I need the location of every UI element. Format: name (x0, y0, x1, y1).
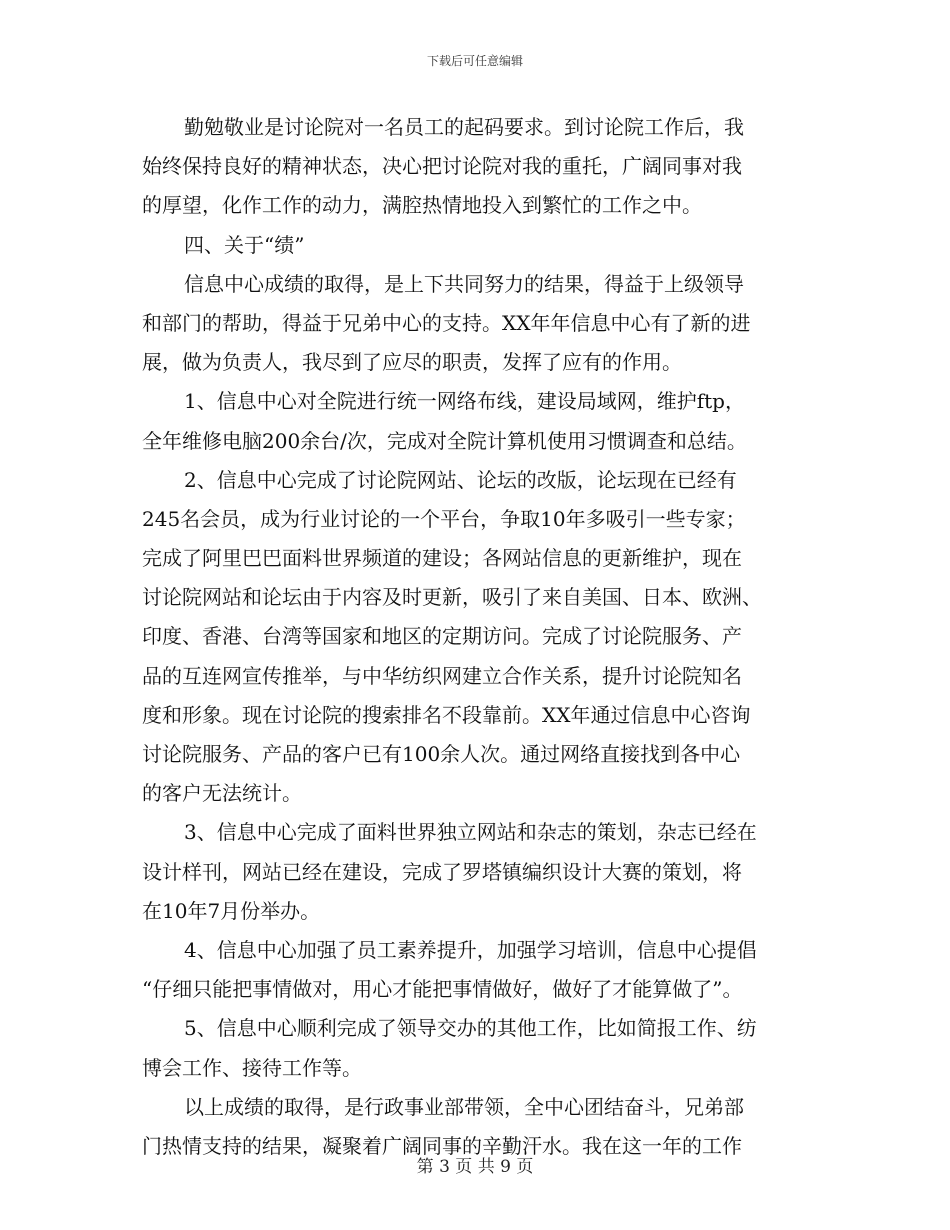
text-line: 的客户无法统计。 (142, 781, 302, 806)
text-line: 始终保持良好的精神状态，决心把讨论院对我的重托，广阔同事对我 (142, 154, 742, 179)
text-line: 勤勉敬业是讨论院对一名员工的起码要求。到讨论院工作后，我 (184, 115, 744, 139)
page-header: 下载后可任意编辑 (426, 54, 523, 68)
text-line: 展，做为负责人，我尽到了应尽的职责，发挥了应有的作用。 (142, 350, 682, 375)
text-line: 4、信息中心加强了员工素养提升，加强学习培训，信息中心提倡 (184, 937, 757, 962)
text-line: 1、信息中心对全院进行统一网络布线，建设局域网，维护ftp， (184, 389, 745, 414)
text-line: “仔细只能把事情做对，用心才能把事情做好，做好了才能算做了”。 (142, 977, 743, 1002)
document-body (142, 108, 808, 1166)
text-line: 的厚望，化作工作的动力，满腔热情地投入到繁忙的工作之中。 (142, 193, 702, 218)
text-line: 讨论院服务、产品的客户已有100余人次。通过网络直接找到各中心 (142, 742, 741, 766)
text-line: 四、关于“绩” (184, 232, 305, 257)
text-line: 印度、香港、台湾等国家和地区的定期访问。完成了讨论院服务、产 (142, 624, 742, 649)
page-footer: 第 3 页 共 9 页 (416, 1157, 534, 1177)
text-line: 信息中心成绩的取得，是上下共同努力的结果，得益于上级领导 (184, 271, 744, 296)
text-line: 设计样刊，网站已经在建设，完成了罗塔镇编织设计大赛的策划，将 (142, 859, 742, 884)
text-line: 品的互连网宣传推举，与中华纺织网建立合作关系，提升讨论院知名 (142, 663, 742, 688)
text-line: 3、信息中心完成了面料世界独立网站和杂志的策划，杂志已经在 (184, 820, 757, 845)
text-line: 讨论院网站和论坛由于内容及时更新，吸引了来自美国、日本、欧洲、 (142, 585, 762, 610)
text-line: 5、信息中心顺利完成了领导交办的其他工作，比如简报工作、纺 (184, 1016, 757, 1041)
text-line: 245名会员，成为行业讨论的一个平台，争取10年多吸引一些专家； (142, 506, 746, 531)
text-line: 门热情支持的结果，凝聚着广阔同事的辛勤汗水。我在这一年的工作 (142, 1133, 742, 1158)
text-line: 以上成绩的取得，是行政事业部带领，全中心团结奋斗，兄弟部 (184, 1094, 744, 1119)
text-line: 和部门的帮助，得益于兄弟中心的支持。XX年年信息中心有了新的进 (142, 310, 751, 335)
text-line: 在10年7月份举办。 (142, 898, 321, 923)
text-line: 全年维修电脑200余台/次，完成对全院计算机使用习惯调查和总结。 (142, 428, 747, 453)
text-line: 度和形象。现在讨论院的搜索排名不段靠前。XX年通过信息中心咨询 (142, 702, 751, 727)
text-line: 2、信息中心完成了讨论院网站、论坛的改版，论坛现在已经有 (184, 467, 737, 492)
text-line: 博会工作、接待工作等。 (142, 1055, 362, 1080)
text-line: 完成了阿里巴巴面料世界频道的建设；各网站信息的更新维护，现在 (142, 546, 742, 571)
